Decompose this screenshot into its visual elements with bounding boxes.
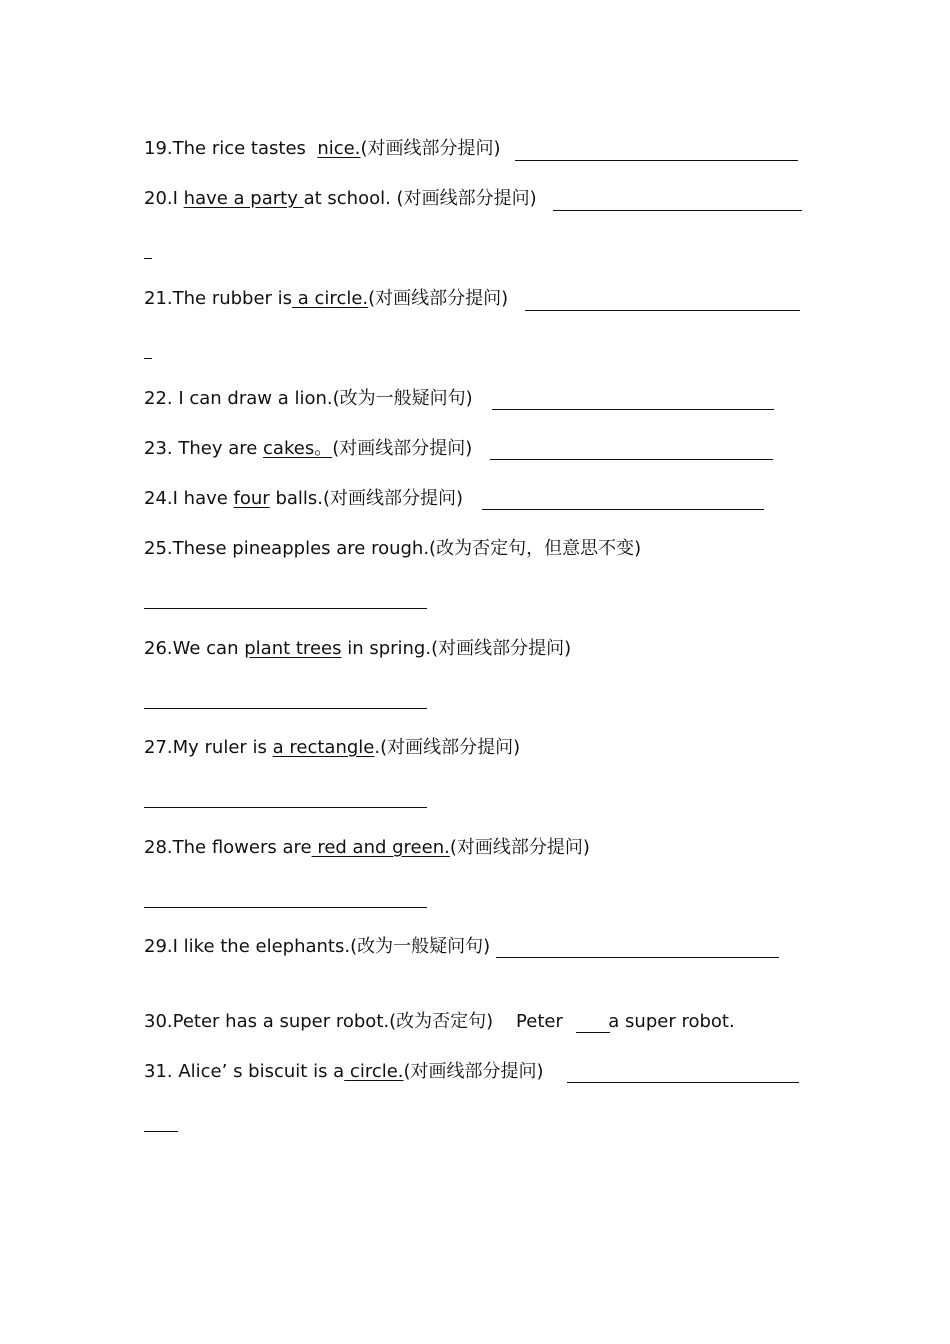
question-27-underlined: a rectangle <box>272 737 375 758</box>
answer-blank-23[interactable] <box>490 459 773 460</box>
answer-blank-20[interactable] <box>553 210 802 211</box>
question-19-text: 19.The rice tastes <box>144 138 318 159</box>
answer-blank-21-continued[interactable] <box>144 358 152 359</box>
question-31-instruction: (对画线部分提问) <box>403 1061 544 1082</box>
question-21-underlined: a circle. <box>292 288 369 309</box>
question-28-instruction: (对画线部分提问) <box>449 837 590 858</box>
answer-blank-20-continued[interactable] <box>144 258 152 259</box>
question-28-underlined: red and green. <box>311 837 450 858</box>
question-30 <box>144 1010 735 1034</box>
question-21-instruction: (对画线部分提问) <box>368 288 509 309</box>
question-21 <box>144 287 508 311</box>
question-28 <box>144 836 590 860</box>
question-19-underlined: nice. <box>317 138 361 159</box>
question-26-text: 26.We can <box>144 638 245 659</box>
question-26-instruction: in spring.(对画线部分提问) <box>341 638 572 659</box>
question-20-instruction: at school. (对画线部分提问) <box>303 188 537 209</box>
question-24 <box>144 487 463 511</box>
question-31-text: 31. Alice’ s biscuit is a <box>144 1061 345 1082</box>
question-19 <box>144 137 501 161</box>
question-25 <box>144 537 641 561</box>
answer-blank-27[interactable] <box>144 807 427 808</box>
question-24-text: 24.I have <box>144 488 234 509</box>
question-26 <box>144 637 571 661</box>
question-23 <box>144 437 472 461</box>
question-22-text: 22. I can draw a lion.(改为一般疑问句) <box>144 388 473 409</box>
question-22 <box>144 387 473 411</box>
answer-blank-31-continued[interactable] <box>144 1131 178 1132</box>
answer-blank-25[interactable] <box>144 608 427 609</box>
question-30-text-after: a super robot. <box>602 1011 735 1032</box>
question-29-text: 29.I like the elephants.(改为一般疑问句) <box>144 936 491 957</box>
question-28-text: 28.The flowers are <box>144 837 312 858</box>
question-24-instruction: balls.(对画线部分提问) <box>269 488 464 509</box>
answer-blank-28[interactable] <box>144 907 427 908</box>
answer-blank-30[interactable] <box>576 1032 610 1033</box>
question-23-text: 23. They are <box>144 438 264 459</box>
question-20-underlined: have a party <box>183 188 304 209</box>
question-20 <box>144 187 537 211</box>
answer-blank-26[interactable] <box>144 708 427 709</box>
question-27-text: 27.My ruler is <box>144 737 273 758</box>
answer-blank-29[interactable] <box>496 957 779 958</box>
question-31-underlined: circle. <box>344 1061 404 1082</box>
question-30-text: 30.Peter has a super robot.(改为否定句) Peter <box>144 1011 569 1032</box>
question-31 <box>144 1060 544 1084</box>
question-23-underlined: cakes。 <box>263 438 333 459</box>
question-24-underlined: four <box>233 488 270 509</box>
question-27-instruction: .(对画线部分提问) <box>374 737 521 758</box>
answer-blank-22[interactable] <box>492 409 774 410</box>
question-29 <box>144 935 490 959</box>
question-23-instruction: (对画线部分提问) <box>332 438 473 459</box>
question-26-underlined: plant trees <box>244 638 342 659</box>
answer-blank-31[interactable] <box>567 1082 799 1083</box>
question-19-instruction: (对画线部分提问) <box>360 138 501 159</box>
question-21-text: 21.The rubber is <box>144 288 293 309</box>
answer-blank-21[interactable] <box>525 310 800 311</box>
answer-blank-24[interactable] <box>482 509 764 510</box>
question-20-text: 20.I <box>144 188 184 209</box>
question-27 <box>144 736 520 760</box>
answer-blank-19[interactable] <box>515 160 798 161</box>
question-25-text: 25.These pineapples are rough.(改为否定句，但意思不变) <box>144 538 642 559</box>
